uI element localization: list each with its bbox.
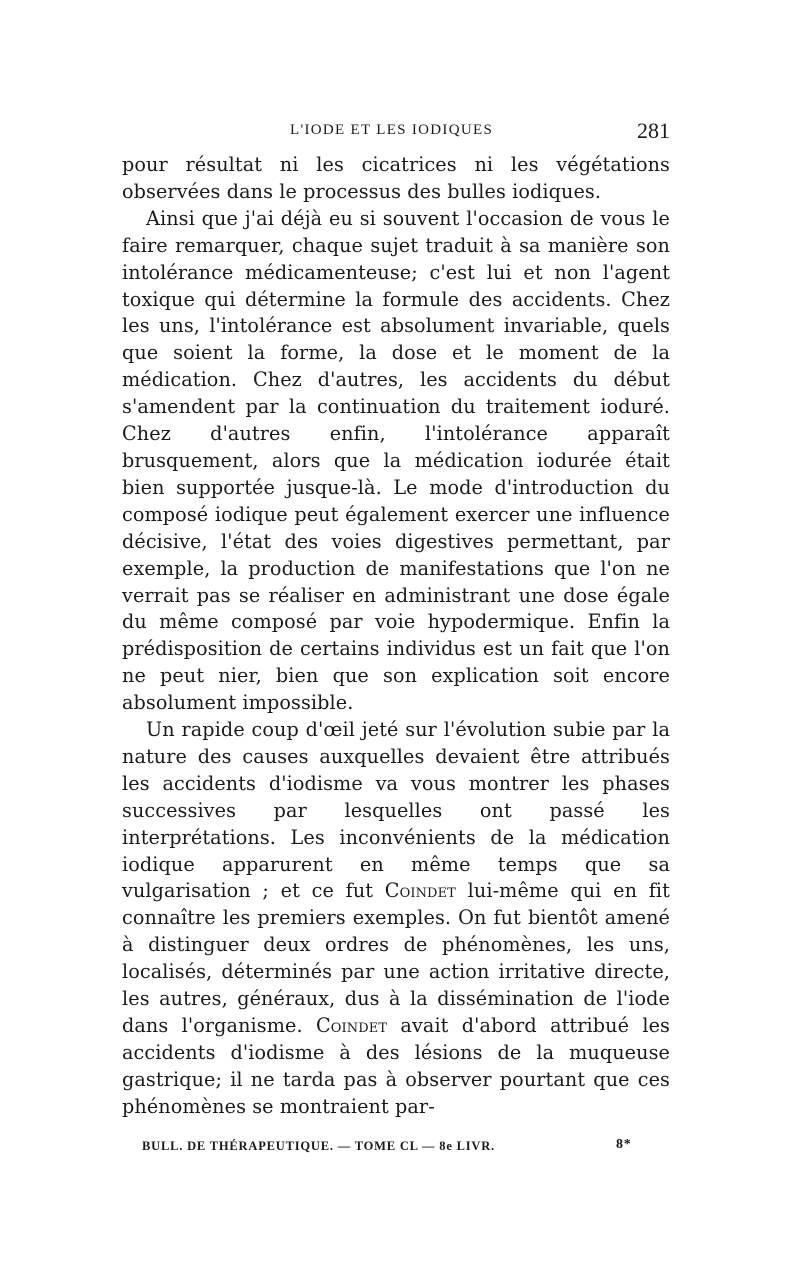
text-segment: Ainsi que j'ai déjà eu si souvent l'occasion de vous le faire remarquer, chaque sujet traduit à sa manière son intolérance médicamenteuse; c'est lui et non l'agent toxique qui détermine la formule des accidents. Chez les uns, l'intolérance est absolument invariable, quels que soient la forme, la dose et le moment de la médication. Chez d'autres, les accidents du début s'amendent par la continuation du traitement ioduré. Chez d'autres enfin, l'intolérance apparaît brusquement, alors que la médication iodurée était bien supportée jusque-là. Le mode d'introduction du composé iodique peut également exercer une influence décisive, l'état des voies digestives permettant, par exemple, la production de manifestations que l'on ne verrait pas se réaliser en administrant une dose égale du même composé par voie hypodermique. Enfin la prédisposition de certains individus est un fait que l'on ne peut nier, bien que son explication soit encore absolument impossible. (122, 206, 670, 715)
author-name: Coindet (384, 879, 456, 903)
running-head (122, 112, 670, 152)
text-segment: lui-même qui en fit connaître les premiers exemples. On fut bientôt amené à distinguer deux ordres de phénomènes, les uns, localisés, déterminés par une action irritative directe, les autres, généraux, dus à la dissémination de l'iode dans l'organisme. (122, 879, 670, 1037)
body-text (122, 152, 670, 1121)
paragraph-2 (122, 206, 670, 717)
running-title: L'IODE ET LES IODIQUES (290, 122, 494, 138)
text-segment: avait d'abord attribué les accidents d'iodisme à des lésions de la muqueuse gastrique; il ne tarda pas à observer pourtant que ces phénomènes se montraient par- (122, 1014, 670, 1118)
text-segment: pour résultat ni les cicatrices ni les végétations observées dans le processus des bulles iodiques. (122, 153, 670, 203)
author-name: Coindet (315, 1014, 388, 1037)
signature-line: BULL. DE THÉRAPEUTIQUE. — TOME CL — 8e LIVR. (142, 1138, 495, 1153)
signature-mark: 8* (616, 1136, 632, 1152)
signature-footer (122, 1135, 670, 1159)
page-number: 281 (637, 118, 670, 143)
paragraph-3 (122, 717, 670, 1121)
text-segment: Un rapide coup d'œil jeté sur l'évolution subie par la nature des causes auxquelles devaient être attribués les accidents d'iodisme va vous montrer les phases successives par lesquelles ont passé les interprétations. Les inconvénients de la médication iodique apparurent en même temps que sa vulgarisation ; et ce fut (122, 718, 670, 903)
book-page (122, 112, 670, 1159)
paragraph-1 (122, 152, 670, 206)
